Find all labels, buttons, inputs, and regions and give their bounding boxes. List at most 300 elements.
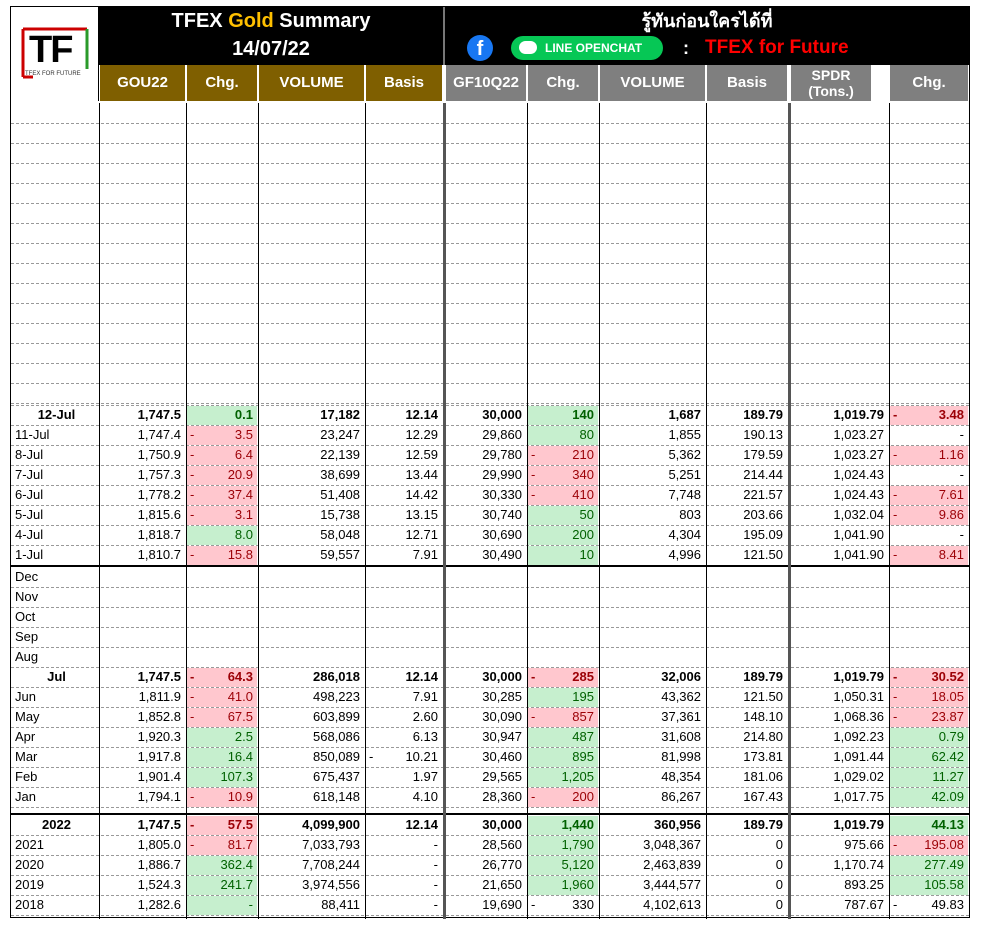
minus-sign-icon: -: [893, 407, 898, 422]
grid-line: [11, 263, 969, 264]
daily-7-gbasis: 7.91: [412, 547, 438, 562]
col-header-gou22-chg: Chg.: [187, 65, 257, 101]
daily-3-spdr: 1,024.43: [833, 467, 884, 482]
monthly-0-fchg: 285 -: [528, 668, 598, 687]
grid-line: [11, 203, 969, 204]
minus-sign-icon: -: [531, 709, 536, 724]
col-header-gf10q22-chg: Chg.: [528, 65, 598, 101]
daily-1-fvol: 1,855: [668, 427, 701, 442]
monthly-1-gchg: 41.0 -: [187, 688, 257, 707]
minus-sign-icon: -: [190, 447, 195, 462]
daily-3-schg: -: [959, 467, 964, 482]
monthly-6-fchg: 200 -: [528, 788, 598, 807]
daily-4-spdr: 1,024.43: [833, 487, 884, 502]
monthly-3-schg: 0.79: [890, 728, 968, 747]
monthly-4-gvol: 850,089: [313, 749, 360, 764]
monthly-3-gchg: 2.5: [187, 728, 257, 747]
col-header-gf10q22-basis: Basis: [707, 65, 787, 101]
monthly-1-gf: 30,285: [482, 689, 522, 704]
yearly-1-spdr: 975.66: [844, 837, 884, 852]
logo-subtext: TFEX FOR FUTURE: [25, 71, 81, 77]
col-header-gf10q22: GF10Q22: [446, 65, 526, 101]
minus-sign-icon: -: [531, 467, 536, 482]
monthly-1-label: Jun: [15, 689, 36, 704]
yearly-0-gf: 30,000: [482, 817, 522, 832]
monthly-5-gf: 29,565: [482, 769, 522, 784]
monthly-6-gou: 1,794.1: [137, 789, 181, 804]
daily-2-gou: 1,750.9: [137, 447, 181, 462]
daily-5-label: 5-Jul: [15, 507, 44, 522]
minus-sign-icon: -: [190, 689, 195, 704]
monthly-2-label: May: [15, 709, 40, 724]
monthly-2-spdr: 1,068.36: [833, 709, 884, 724]
grid-line: [11, 123, 969, 124]
monthly-4-fvol: 81,998: [661, 749, 701, 764]
monthly-2-gbasis: 2.60: [412, 709, 438, 724]
yearly-0-gvol: 4,099,900: [302, 817, 360, 832]
daily-6-schg: -: [959, 527, 964, 542]
daily-4-gchg: 37.4 -: [187, 486, 257, 505]
grid-line: [11, 807, 969, 808]
daily-0-fbasis: 189.79: [743, 407, 783, 422]
yearly-2-label: 2020: [15, 857, 44, 872]
grid-line: [11, 915, 969, 916]
monthly-3-gbasis: 6.13: [412, 729, 438, 744]
daily-3-gchg: 20.9 -: [187, 466, 257, 485]
daily-0-fvol: 1,687: [668, 407, 701, 422]
yearly-3-fbasis: 0: [775, 877, 783, 892]
daily-7-fvol: 4,996: [668, 547, 701, 562]
monthly-4-fchg: 895: [528, 748, 598, 767]
daily-7-label: 1-Jul: [15, 547, 44, 562]
brand-name: TFEX for Future: [705, 37, 849, 58]
minus-sign-icon: -: [369, 749, 374, 764]
monthly-4-gchg: 16.4: [187, 748, 257, 767]
monthly-3-fbasis: 214.80: [743, 729, 783, 744]
daily-5-gchg: 3.1 -: [187, 506, 257, 525]
daily-1-gou: 1,747.4: [137, 427, 181, 442]
logo-text: TF: [29, 29, 72, 71]
minus-sign-icon: -: [190, 837, 195, 852]
minus-sign-icon: -: [190, 709, 195, 724]
daily-0-fchg: 140: [528, 406, 598, 425]
daily-4-gvol: 51,408: [320, 487, 360, 502]
monthly-3-fchg: 487: [528, 728, 598, 747]
monthly-4-label: Mar: [15, 749, 38, 764]
daily-2-gf: 29,780: [482, 447, 522, 462]
yearly-3-fvol: 3,444,577: [643, 877, 701, 892]
yearly-1-fchg: 1,790: [528, 836, 598, 855]
yearly-1-fbasis: 0: [775, 837, 783, 852]
page-title: [99, 9, 443, 33]
daily-1-schg: -: [959, 427, 964, 442]
column-divider: [443, 103, 446, 919]
yearly-2-gbasis: -: [433, 857, 438, 872]
daily-4-label: 6-Jul: [15, 487, 44, 502]
daily-5-gbasis: 13.15: [405, 507, 438, 522]
daily-5-fbasis: 203.66: [743, 507, 783, 522]
yearly-4-label: 2018: [15, 897, 44, 912]
monthly-6-gvol: 618,148: [313, 789, 360, 804]
daily-5-spdr: 1,032.04: [833, 507, 884, 522]
minus-sign-icon: -: [190, 507, 195, 522]
yearly-3-gvol: 3,974,556: [302, 877, 360, 892]
monthly-6-fvol: 86,267: [661, 789, 701, 804]
yearly-3-gf: 21,650: [482, 877, 522, 892]
month-empty-label: Nov: [15, 589, 39, 604]
minus-sign-icon: -: [893, 669, 898, 684]
daily-7-spdr: 1,041.90: [833, 547, 884, 562]
yearly-3-schg: 105.58: [890, 876, 968, 895]
daily-3-fchg: 340 -: [528, 466, 598, 485]
col-header-spdr-tons: SPDR (Tons.): [791, 65, 871, 101]
daily-5-schg: 9.86 -: [890, 506, 968, 525]
grid-line: [11, 223, 969, 224]
minus-sign-icon: -: [893, 897, 898, 912]
daily-2-gchg: 6.4 -: [187, 446, 257, 465]
title-gold: Gold: [228, 10, 274, 32]
logo: [11, 7, 99, 101]
minus-sign-icon: -: [190, 789, 195, 804]
grid-line: [11, 363, 969, 364]
yearly-2-gou: 1,886.7: [137, 857, 181, 872]
grid-line: [11, 143, 969, 144]
minus-sign-icon: -: [531, 447, 536, 462]
daily-5-gvol: 15,738: [320, 507, 360, 522]
monthly-4-gf: 30,460: [482, 749, 522, 764]
daily-3-fvol: 5,251: [668, 467, 701, 482]
daily-1-gf: 29,860: [482, 427, 522, 442]
daily-0-spdr: 1,019.79: [833, 407, 884, 422]
monthly-0-gchg: 64.3 -: [187, 668, 257, 687]
yearly-2-schg: 277.49: [890, 856, 968, 875]
daily-1-fbasis: 190.13: [743, 427, 783, 442]
minus-sign-icon: -: [893, 689, 898, 704]
monthly-6-gbasis: 4.10: [412, 789, 438, 804]
daily-3-gf: 29,990: [482, 467, 522, 482]
daily-0-gbasis: 12.14: [405, 407, 438, 422]
yearly-1-gbasis: -: [433, 837, 438, 852]
month-empty-label: Sep: [15, 629, 39, 644]
monthly-6-fbasis: 167.43: [743, 789, 783, 804]
daily-3-gou: 1,757.3: [137, 467, 181, 482]
minus-sign-icon: -: [190, 669, 195, 684]
daily-1-spdr: 1,023.27: [833, 427, 884, 442]
grid-line: [11, 403, 969, 404]
monthly-5-gvol: 675,437: [313, 769, 360, 784]
grid-line: [11, 323, 969, 324]
monthly-0-fvol: 32,006: [661, 669, 701, 684]
monthly-2-gchg: 67.5 -: [187, 708, 257, 727]
minus-sign-icon: -: [190, 487, 195, 502]
monthly-3-gvol: 568,086: [313, 729, 360, 744]
monthly-2-fbasis: 148.10: [743, 709, 783, 724]
line-icon: [519, 41, 537, 54]
yearly-0-fbasis: 189.79: [743, 817, 783, 832]
daily-6-gou: 1,818.7: [137, 527, 181, 542]
daily-4-gf: 30,330: [482, 487, 522, 502]
monthly-2-gou: 1,852.8: [137, 709, 181, 724]
tagline: รู้ทันก่อนใครได้ที่: [641, 11, 773, 31]
column-divider: [365, 103, 366, 919]
daily-4-schg: 7.61 -: [890, 486, 968, 505]
monthly-3-gou: 1,920.3: [137, 729, 181, 744]
monthly-2-fvol: 37,361: [661, 709, 701, 724]
daily-7-schg: 8.41 -: [890, 546, 968, 565]
monthly-3-spdr: 1,092.23: [833, 729, 884, 744]
monthly-5-schg: 11.27: [890, 768, 968, 787]
yearly-3-gbasis: -: [433, 877, 438, 892]
daily-7-gou: 1,810.7: [137, 547, 181, 562]
daily-5-fvol: 803: [679, 507, 701, 522]
monthly-1-gbasis: 7.91: [412, 689, 438, 704]
yearly-4-fvol: 4,102,613: [643, 897, 701, 912]
monthly-3-fvol: 31,608: [661, 729, 701, 744]
daily-6-gvol: 58,048: [320, 527, 360, 542]
daily-0-gvol: 17,182: [320, 407, 360, 422]
daily-3-gvol: 38,699: [320, 467, 360, 482]
col-header-spdr-chg: Chg.: [890, 65, 968, 101]
daily-2-schg: 1.16 -: [890, 446, 968, 465]
column-divider: [889, 103, 890, 919]
minus-sign-icon: -: [893, 507, 898, 522]
grid-line: [11, 303, 969, 304]
daily-6-label: 4-Jul: [15, 527, 44, 542]
monthly-0-gbasis: 12.14: [405, 669, 438, 684]
yearly-2-spdr: 1,170.74: [833, 857, 884, 872]
daily-6-spdr: 1,041.90: [833, 527, 884, 542]
monthly-0-schg: 30.52 -: [890, 668, 968, 687]
yearly-3-label: 2019: [15, 877, 44, 892]
col-header-gou22: GOU22: [100, 65, 185, 101]
daily-7-gchg: 15.8 -: [187, 546, 257, 565]
yearly-0-schg: 44.13: [890, 816, 968, 835]
facebook-icon[interactable]: f: [467, 35, 493, 61]
daily-5-gf: 30,740: [482, 507, 522, 522]
monthly-1-gou: 1,811.9: [138, 689, 181, 704]
daily-2-fbasis: 179.59: [743, 447, 783, 462]
yearly-4-gf: 19,690: [482, 897, 522, 912]
yearly-0-gchg: 57.5 -: [187, 816, 257, 835]
col-header-gou22-basis: Basis: [366, 65, 442, 101]
monthly-3-label: Apr: [15, 729, 36, 744]
daily-2-fchg: 210 -: [528, 446, 598, 465]
column-divider: [706, 103, 707, 919]
yearly-1-gf: 28,560: [482, 837, 522, 852]
monthly-1-spdr: 1,050.31: [833, 689, 884, 704]
daily-4-gbasis: 14.42: [405, 487, 438, 502]
section-divider: [11, 565, 969, 567]
monthly-6-schg: 42.09: [890, 788, 968, 807]
yearly-1-gchg: 81.7 -: [187, 836, 257, 855]
yearly-0-gou: 1,747.5: [137, 817, 181, 832]
monthly-5-gchg: 107.3: [187, 768, 257, 787]
minus-sign-icon: -: [190, 427, 195, 442]
monthly-1-schg: 18.05 -: [890, 688, 968, 707]
daily-1-label: 11-Jul: [15, 427, 50, 442]
daily-0-gou: 1,747.5: [137, 407, 181, 422]
monthly-2-gf: 30,090: [482, 709, 522, 724]
daily-3-fbasis: 214.44: [743, 467, 783, 482]
monthly-5-gou: 1,901.4: [137, 769, 181, 784]
grid-line: [11, 343, 969, 344]
monthly-4-gou: 1,917.8: [137, 749, 181, 764]
monthly-2-gvol: 603,899: [313, 709, 360, 724]
monthly-1-fvol: 43,362: [661, 689, 701, 704]
grid-line: [11, 383, 969, 384]
col-header-gf10q22-volume: VOLUME: [600, 65, 705, 101]
yearly-1-label: 2021: [15, 837, 44, 852]
monthly-5-fchg: 1,205: [528, 768, 598, 787]
daily-7-fbasis: 121.50: [743, 547, 783, 562]
daily-3-label: 7-Jul: [15, 467, 44, 482]
daily-2-gvol: 22,139: [320, 447, 360, 462]
yearly-0-fchg: 1,440: [528, 816, 598, 835]
monthly-1-fchg: 195: [528, 688, 598, 707]
col-header-gou22-volume: VOLUME: [259, 65, 364, 101]
daily-7-gvol: 59,557: [320, 547, 360, 562]
yearly-4-gchg: -: [187, 896, 257, 915]
monthly-0-spdr: 1,019.79: [833, 669, 884, 684]
report-date: 14/07/22: [232, 38, 310, 60]
monthly-3-gf: 30,947: [482, 729, 522, 744]
daily-6-fvol: 4,304: [668, 527, 701, 542]
monthly-2-fchg: 857 -: [528, 708, 598, 727]
column-divider: [788, 103, 791, 919]
monthly-4-spdr: 1,091.44: [833, 749, 884, 764]
grid-line: [11, 183, 969, 184]
section-divider: [11, 813, 969, 815]
daily-6-fbasis: 195.09: [743, 527, 783, 542]
yearly-4-spdr: 787.67: [844, 897, 884, 912]
grid-line: [11, 607, 969, 608]
yearly-2-gvol: 7,708,244: [302, 857, 360, 872]
yearly-2-gchg: 362.4: [187, 856, 257, 875]
grid-line: [11, 587, 969, 588]
daily-6-fchg: 200: [528, 526, 598, 545]
daily-2-gbasis: 12.59: [405, 447, 438, 462]
monthly-0-gf: 30,000: [482, 669, 522, 684]
yearly-3-gou: 1,524.3: [137, 877, 181, 892]
monthly-2-schg: 23.87 -: [890, 708, 968, 727]
daily-0-schg: 3.48 -: [890, 406, 968, 425]
minus-sign-icon: -: [531, 789, 536, 804]
yearly-1-schg: 195.08 -: [890, 836, 968, 855]
daily-4-gou: 1,778.2: [137, 487, 181, 502]
monthly-4-fbasis: 173.81: [743, 749, 783, 764]
daily-6-gchg: 8.0: [187, 526, 257, 545]
daily-6-gbasis: 12.71: [405, 527, 438, 542]
monthly-0-label: Jul: [47, 669, 66, 684]
monthly-6-spdr: 1,017.75: [833, 789, 884, 804]
monthly-6-gchg: 10.9 -: [187, 788, 257, 807]
daily-1-gchg: 3.5 -: [187, 426, 257, 445]
yearly-4-gou: 1,282.6: [137, 897, 181, 912]
grid-line: [11, 163, 969, 164]
title-prefix: TFEX: [171, 10, 229, 32]
yearly-1-gvol: 7,033,793: [302, 837, 360, 852]
minus-sign-icon: -: [893, 487, 898, 502]
daily-4-fchg: 410 -: [528, 486, 598, 505]
daily-0-gf: 30,000: [482, 407, 522, 422]
line-openchat-label: LINE OPENCHAT: [545, 41, 643, 55]
daily-6-gf: 30,690: [482, 527, 522, 542]
summary-sheet: [10, 6, 970, 918]
daily-4-fvol: 7,748: [668, 487, 701, 502]
monthly-0-gou: 1,747.5: [137, 669, 181, 684]
yearly-2-fvol: 2,463,839: [643, 857, 701, 872]
monthly-5-spdr: 1,029.02: [833, 769, 884, 784]
monthly-5-gbasis: 1.97: [412, 769, 438, 784]
minus-sign-icon: -: [893, 547, 898, 562]
month-empty-label: Aug: [15, 649, 39, 664]
minus-sign-icon: -: [531, 669, 536, 684]
yearly-0-spdr: 1,019.79: [833, 817, 884, 832]
yearly-4-gvol: 88,411: [321, 897, 360, 912]
yearly-0-gbasis: 12.14: [405, 817, 438, 832]
minus-sign-icon: -: [531, 487, 536, 502]
yearly-3-gchg: 241.7: [187, 876, 257, 895]
line-openchat-button[interactable]: [511, 36, 663, 60]
yearly-1-fvol: 3,048,367: [643, 837, 701, 852]
minus-sign-icon: -: [531, 897, 536, 912]
monthly-1-gvol: 498,223: [313, 689, 360, 704]
grid-line: [11, 627, 969, 628]
yearly-4-gbasis: -: [433, 897, 438, 912]
month-empty-label: Oct: [15, 609, 36, 624]
yearly-4-schg: 49.83 -: [893, 897, 964, 912]
monthly-6-label: Jan: [15, 789, 36, 804]
minus-sign-icon: -: [893, 709, 898, 724]
minus-sign-icon: -: [190, 547, 195, 562]
monthly-0-fbasis: 189.79: [743, 669, 783, 684]
column-divider: [99, 103, 100, 919]
yearly-3-fchg: 1,960: [528, 876, 598, 895]
minus-sign-icon: -: [190, 467, 195, 482]
yearly-2-fbasis: 0: [775, 857, 783, 872]
yearly-0-label: 2022: [42, 817, 71, 832]
monthly-4-gbasis: 10.21 -: [369, 749, 438, 764]
column-divider: [599, 103, 600, 919]
month-empty-label: Dec: [15, 569, 39, 584]
daily-7-fchg: 10: [528, 546, 598, 565]
monthly-5-label: Feb: [15, 769, 38, 784]
daily-4-fbasis: 221.57: [743, 487, 783, 502]
grid-line: [11, 243, 969, 244]
minus-sign-icon: -: [190, 817, 195, 832]
daily-2-spdr: 1,023.27: [833, 447, 884, 462]
yearly-2-fchg: 5,120: [528, 856, 598, 875]
daily-7-gf: 30,490: [482, 547, 522, 562]
column-divider: [527, 103, 528, 919]
yearly-1-gou: 1,805.0: [137, 837, 181, 852]
daily-1-gbasis: 12.29: [405, 427, 438, 442]
daily-1-gvol: 23,247: [320, 427, 360, 442]
column-divider: [186, 103, 187, 919]
daily-0-gchg: 0.1: [187, 406, 257, 425]
monthly-1-fbasis: 121.50: [743, 689, 783, 704]
daily-5-fchg: 50: [528, 506, 598, 525]
daily-2-label: 8-Jul: [15, 447, 44, 462]
grid-line: [11, 647, 969, 648]
minus-sign-icon: -: [893, 447, 898, 462]
minus-sign-icon: -: [893, 837, 898, 852]
daily-5-gou: 1,815.6: [137, 507, 181, 522]
yearly-4-fbasis: 0: [775, 897, 783, 912]
header-colon: :: [683, 38, 689, 58]
yearly-0-fvol: 360,956: [654, 817, 701, 832]
grid-line: [11, 283, 969, 284]
